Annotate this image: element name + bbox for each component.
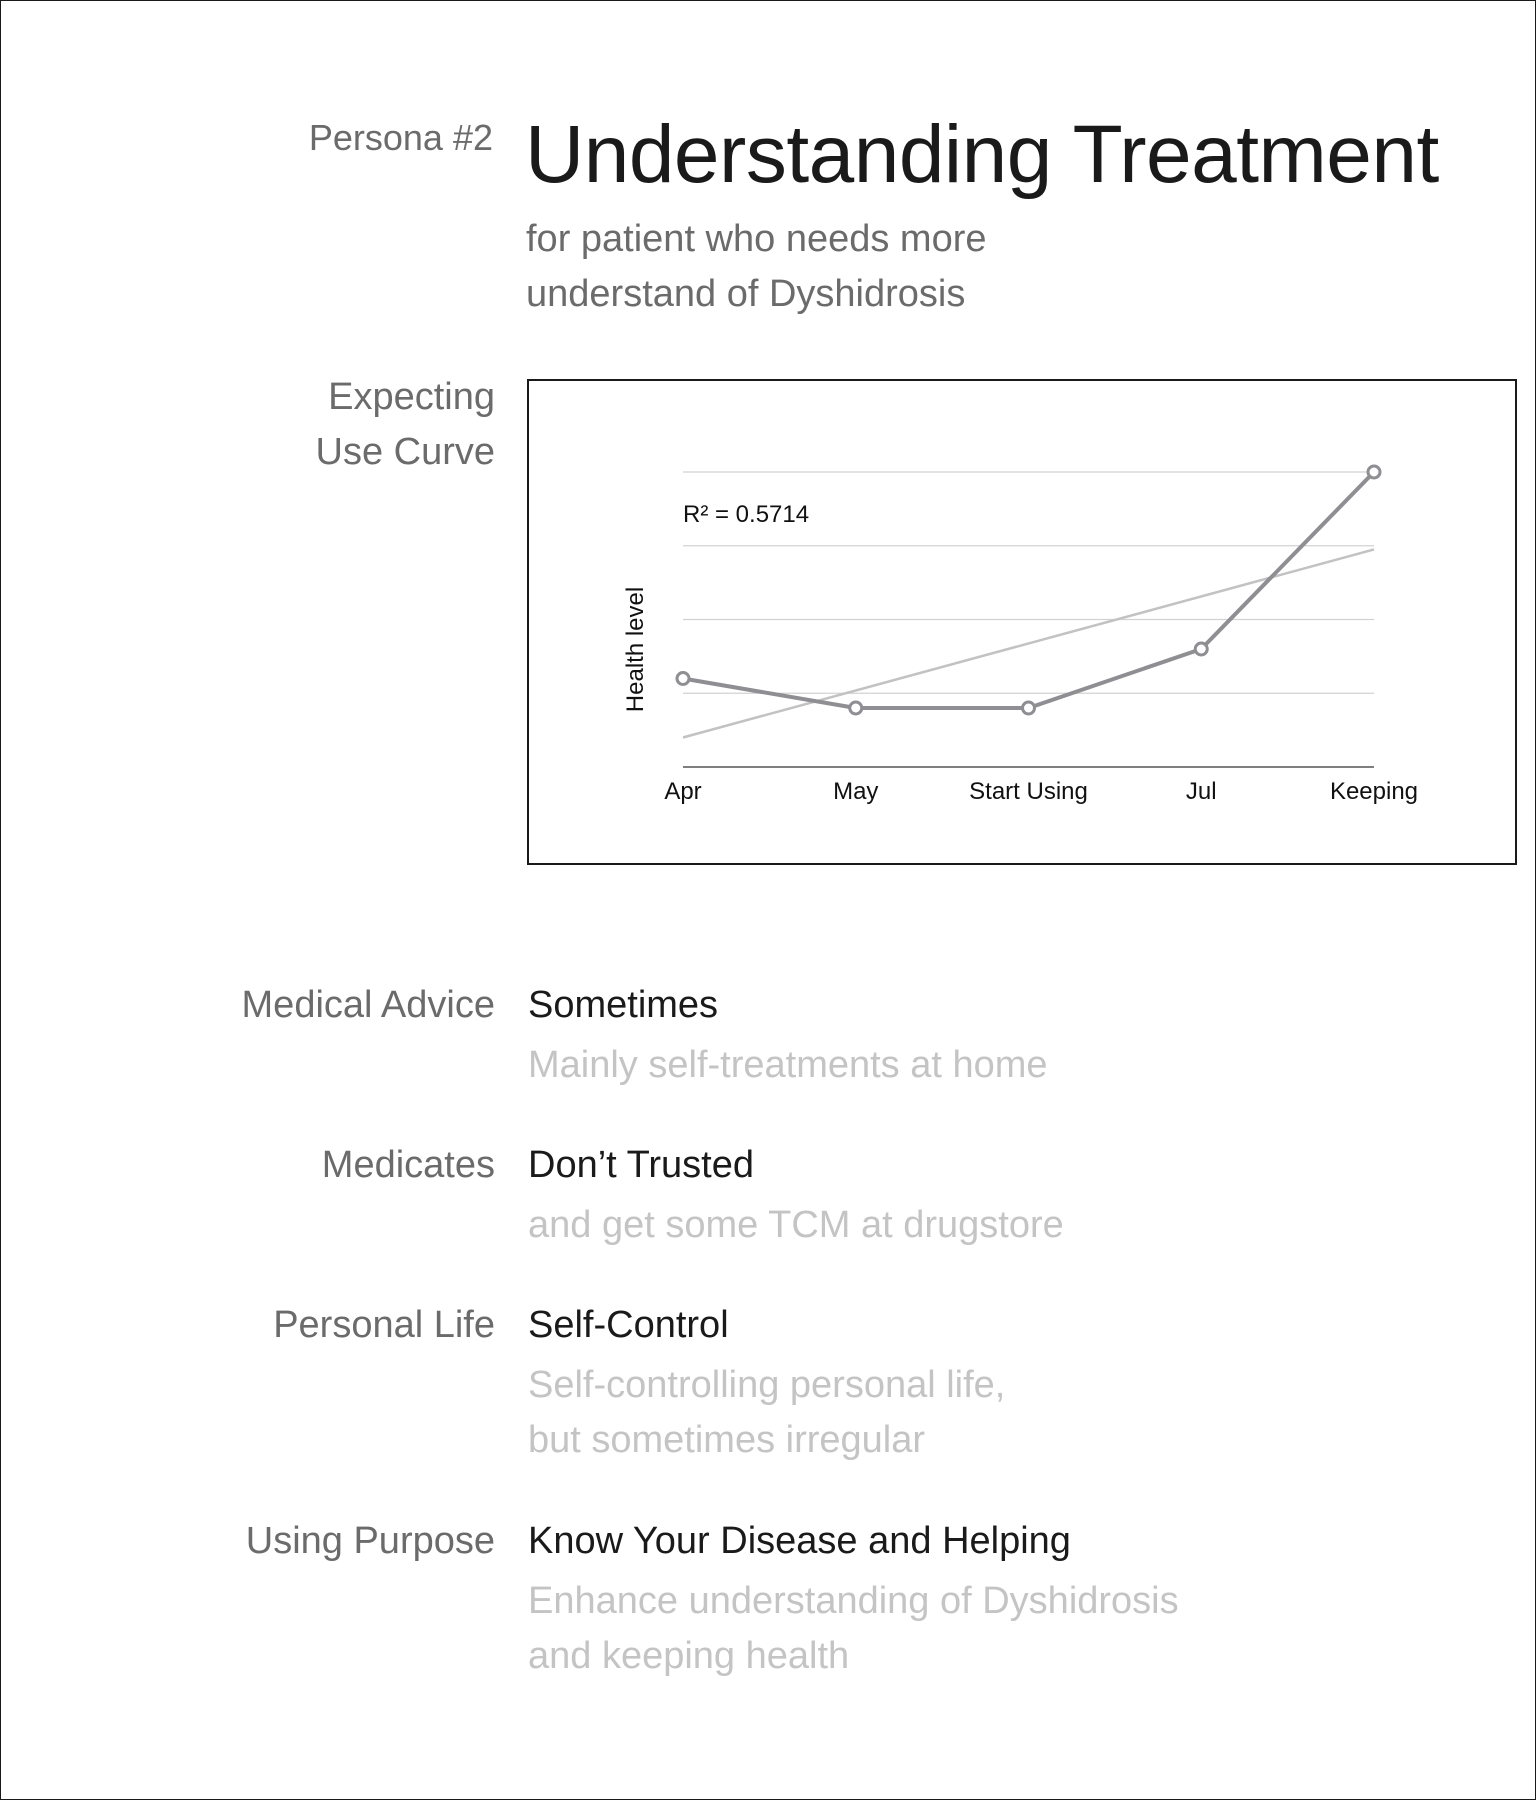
- data-point: [850, 702, 862, 714]
- x-tick-label: Jul: [1185, 778, 1217, 805]
- row-desc-personal-life: [528, 1358, 1005, 1468]
- row-label-medical-advice: Medical Advice: [241, 984, 495, 1026]
- curve-label-line: Expecting: [328, 376, 495, 418]
- persona-tag: Persona #2: [308, 117, 493, 158]
- row-desc-line: and keeping health: [528, 1635, 850, 1677]
- row-desc-line: but sometimes irregular: [528, 1419, 926, 1461]
- row-desc-line: Self-controlling personal life,: [528, 1364, 1006, 1406]
- data-point: [1195, 643, 1207, 655]
- row-desc-line: Enhance understanding of Dyshidrosis: [528, 1580, 1179, 1622]
- x-tick-label: Start Using: [969, 778, 1088, 805]
- row-desc-line: Mainly self-treatments at home: [528, 1044, 1048, 1086]
- curve-label: [316, 370, 496, 480]
- row-value-personal-life: Self-Control: [528, 1304, 729, 1346]
- y-axis-label: Health level: [622, 586, 649, 713]
- row-label-personal-life: Personal Life: [273, 1304, 495, 1346]
- x-tick-label: Apr: [664, 778, 702, 805]
- subtitle-line: for patient who needs more: [526, 218, 987, 260]
- row-desc-line: and get some TCM at drugstore: [528, 1204, 1064, 1246]
- row-value-using-purpose: Know Your Disease and Helping: [528, 1520, 1071, 1562]
- row-label-using-purpose: Using Purpose: [245, 1520, 495, 1562]
- row-value-medical-advice: Sometimes: [528, 984, 719, 1026]
- row-desc-using-purpose: [528, 1574, 1179, 1684]
- subtitle-line: understand of Dyshidrosis: [526, 273, 966, 315]
- chart-svg: [529, 381, 1519, 867]
- data-point: [677, 673, 689, 685]
- x-tick-label: May: [833, 778, 879, 805]
- row-desc-medical-advice: [528, 1038, 1048, 1093]
- x-tick-label: Keeping: [1329, 778, 1419, 805]
- use-curve-chart: [527, 379, 1517, 865]
- row-desc-medicates: [528, 1198, 1064, 1253]
- data-point: [1368, 466, 1380, 478]
- row-value-medicates: Don’t Trusted: [528, 1144, 754, 1186]
- data-point: [1023, 702, 1035, 714]
- r-squared-label: R² = 0.5714: [683, 501, 810, 528]
- curve-label-line: Use Curve: [315, 431, 495, 473]
- row-label-medicates: Medicates: [321, 1144, 495, 1186]
- page-subtitle: [526, 212, 1226, 322]
- page-title: Understanding Treatment: [525, 109, 1439, 200]
